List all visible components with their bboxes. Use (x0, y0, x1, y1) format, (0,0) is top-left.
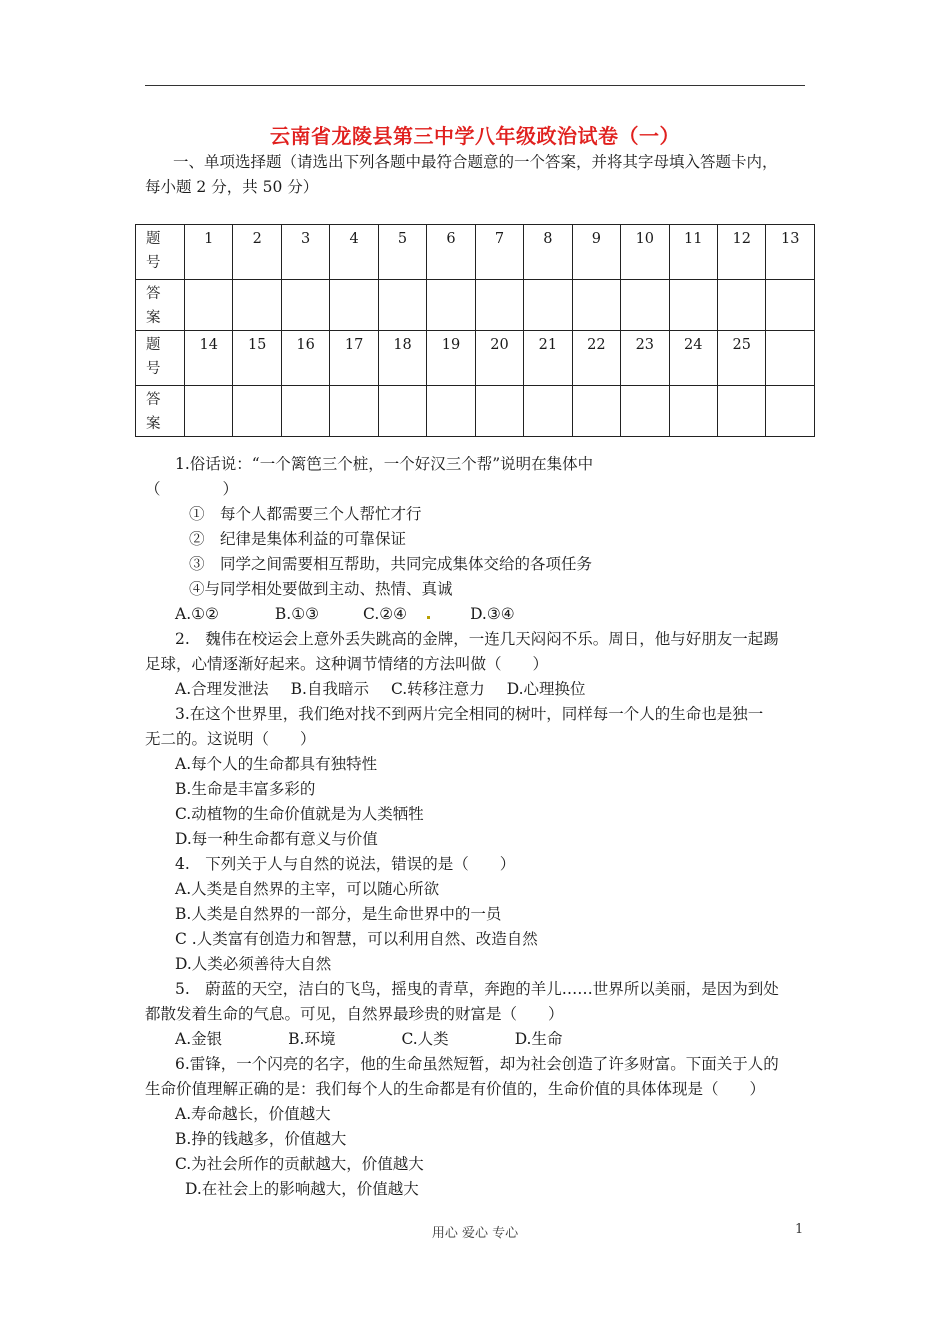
footer-motto: 用心 爱心 专心 (431, 1226, 519, 1241)
question-5-stem-2: 都散发着生命的气息。可见，自然界最珍贵的财富是（ ） (145, 1005, 564, 1023)
answer-cell[interactable] (669, 386, 717, 437)
question-number-cell: 7 (475, 225, 523, 280)
question-number-cell: 5 (378, 225, 426, 280)
option-c: C.转移注意力 (390, 680, 485, 698)
answer-cell[interactable] (717, 280, 765, 331)
row-label-answer (136, 280, 185, 331)
question-1 (145, 452, 810, 627)
question-number-row-2 (136, 331, 815, 386)
question-6-stem-1: 6.雷锋，一个闪亮的名字，他的生命虽然短暂，却为社会创造了许多财富。下面关于人的 (175, 1055, 779, 1073)
answer-cell[interactable] (427, 280, 475, 331)
row-label-char: 题 (146, 231, 161, 247)
question-1-item-2: ② 纪律是集体利益的可靠保证 (189, 530, 407, 548)
option-d: D.心理换位 (506, 680, 586, 698)
answer-sheet-table (135, 224, 815, 437)
question-2-stem-2: 足球，心情逐渐好起来。这种调节情绪的方法叫做（ ） (145, 655, 549, 673)
row-label-char: 题 (146, 337, 161, 353)
question-6-option-c: C.为社会所作的贡献越大，价值越大 (175, 1155, 424, 1173)
answer-cell[interactable] (378, 386, 426, 437)
question-number-cell (766, 331, 815, 386)
question-number-cell: 16 (281, 331, 329, 386)
question-3-stem-2: 无二的。这说明（ ） (145, 730, 316, 748)
row-label-char: 案 (146, 416, 161, 432)
question-2-stem-1: 2. 魏伟在校运会上意外丢失跳高的金牌，一连几天闷闷不乐。周日，他与好朋友一起踢 (175, 630, 779, 648)
question-number-cell: 8 (524, 225, 572, 280)
answer-cell[interactable] (378, 280, 426, 331)
option-b: B.环境 (288, 1030, 336, 1048)
page-title: 云南省龙陵县第三中学八年级政治试卷（一） (270, 124, 680, 148)
answer-cell[interactable] (330, 386, 378, 437)
answer-cell[interactable] (524, 280, 572, 331)
question-number-cell: 6 (427, 225, 475, 280)
row-label-char: 号 (146, 361, 161, 377)
option-a: A.①② (175, 605, 219, 623)
row-label-char: 号 (146, 255, 161, 271)
answer-cell[interactable] (524, 386, 572, 437)
question-4-option-d: D.人类必须善待大自然 (175, 955, 332, 973)
answer-cell[interactable] (621, 280, 669, 331)
question-number-cell: 19 (427, 331, 475, 386)
answer-row-2 (136, 386, 815, 437)
question-2 (145, 627, 810, 702)
page-number: 1 (795, 1222, 804, 1237)
answer-cell[interactable] (475, 280, 523, 331)
question-number-cell: 11 (669, 225, 717, 280)
question-4-option-c: C .人类富有创造力和智慧，可以利用自然、改造自然 (175, 930, 538, 948)
question-3-option-b: B.生命是丰富多彩的 (175, 780, 316, 798)
intro-line-1: 一、单项选择题（请选出下列各题中最符合题意的一个答案，并将其字母填入答题卡内， (173, 153, 778, 171)
option-a: A.金银 (175, 1030, 223, 1048)
question-number-cell: 24 (669, 331, 717, 386)
answer-cell[interactable] (621, 386, 669, 437)
option-a: A.合理发泄法 (175, 680, 269, 698)
answer-row-1 (136, 280, 815, 331)
answer-cell[interactable] (281, 386, 329, 437)
question-number-row-1 (136, 225, 815, 280)
question-number-cell: 17 (330, 331, 378, 386)
section-intro (145, 150, 810, 200)
question-number-cell: 15 (233, 331, 281, 386)
question-6-option-a: A.寿命越长，价值越大 (175, 1105, 331, 1123)
question-3-option-a: A.每个人的生命都具有独特性 (175, 755, 378, 773)
question-number-cell: 18 (378, 331, 426, 386)
intro-line-2: 每小题 2 分，共 50 分） (145, 178, 319, 196)
question-5-stem-1: 5. 蔚蓝的天空，洁白的飞鸟，摇曳的青草，奔跑的羊儿……世界所以美丽，是因为到处 (175, 980, 779, 998)
question-number-cell: 4 (330, 225, 378, 280)
question-6-stem-2: 生命价值理解正确的是：我们每个人的生命都是有价值的，生命价值的具体体现是（ ） (145, 1080, 766, 1098)
answer-cell[interactable] (427, 386, 475, 437)
row-label-question-number (136, 225, 185, 280)
question-number-cell: 23 (621, 331, 669, 386)
row-label-char: 答 (146, 392, 161, 408)
question-1-paren: （ ） (145, 480, 239, 498)
answer-cell[interactable] (281, 280, 329, 331)
answer-cell[interactable] (572, 280, 620, 331)
question-number-cell: 22 (572, 331, 620, 386)
answer-cell[interactable] (185, 280, 233, 331)
option-c: C.②④ (363, 605, 408, 623)
question-1-options (145, 602, 810, 627)
question-5-options (145, 1027, 810, 1052)
question-number-cell: 3 (281, 225, 329, 280)
answer-cell[interactable] (233, 386, 281, 437)
header-rule (145, 85, 805, 86)
question-4-option-b: B.人类是自然界的一部分，是生命世界中的一员 (175, 905, 502, 923)
question-number-cell: 13 (766, 225, 815, 280)
row-label-char: 答 (146, 286, 161, 302)
question-number-cell: 20 (475, 331, 523, 386)
option-c: C.人类 (401, 1030, 449, 1048)
answer-cell[interactable] (233, 280, 281, 331)
answer-cell[interactable] (475, 386, 523, 437)
question-6-option-d: D.在社会上的影响越大，价值越大 (185, 1180, 419, 1198)
question-2-options (145, 677, 810, 702)
question-number-cell: 10 (621, 225, 669, 280)
question-4 (145, 852, 810, 977)
question-3-option-c: C.动植物的生命价值就是为人类牺牲 (175, 805, 424, 823)
question-number-cell: 25 (717, 331, 765, 386)
question-1-item-3: ③ 同学之间需要相互帮助，共同完成集体交给的各项任务 (189, 555, 593, 573)
answer-cell[interactable] (766, 386, 815, 437)
stray-dot (427, 616, 430, 619)
question-3 (145, 702, 810, 852)
question-6 (145, 1052, 810, 1202)
row-label-answer (136, 386, 185, 437)
question-number-cell: 12 (717, 225, 765, 280)
question-number-cell: 1 (185, 225, 233, 280)
answer-cell[interactable] (185, 386, 233, 437)
question-1-item-4: ④与同学相处要做到主动、热情、真诚 (189, 580, 453, 598)
answer-cell[interactable] (669, 280, 717, 331)
answer-cell[interactable] (766, 280, 815, 331)
question-number-cell: 2 (233, 225, 281, 280)
answer-cell[interactable] (330, 280, 378, 331)
question-3-option-d: D.每一种生命都有意义与价值 (175, 830, 378, 848)
question-1-item-1: ① 每个人都需要三个人帮忙才行 (189, 505, 422, 523)
question-6-option-b: B.挣的钱越多，价值越大 (175, 1130, 347, 1148)
question-1-stem: 1.俗话说：“一个篱笆三个桩，一个好汉三个帮”说明在集体中 (175, 455, 594, 473)
question-5 (145, 977, 810, 1052)
answer-cell[interactable] (572, 386, 620, 437)
question-4-option-a: A.人类是自然界的主宰，可以随心所欲 (175, 880, 440, 898)
question-number-cell: 21 (524, 331, 572, 386)
option-b: B.①③ (274, 605, 320, 623)
row-label-question-number (136, 331, 185, 386)
option-d: D.生命 (514, 1030, 563, 1048)
question-number-cell: 14 (185, 331, 233, 386)
option-b: B.自我暗示 (290, 680, 369, 698)
option-d: D.③④ (470, 605, 515, 623)
question-4-stem: 4. 下列关于人与自然的说法，错误的是（ ） (175, 855, 516, 873)
question-number-cell: 9 (572, 225, 620, 280)
answer-cell[interactable] (717, 386, 765, 437)
question-3-stem-1: 3.在这个世界里，我们绝对找不到两片完全相同的树叶，同样每一个人的生命也是独一 (175, 705, 764, 723)
row-label-char: 案 (146, 310, 161, 326)
